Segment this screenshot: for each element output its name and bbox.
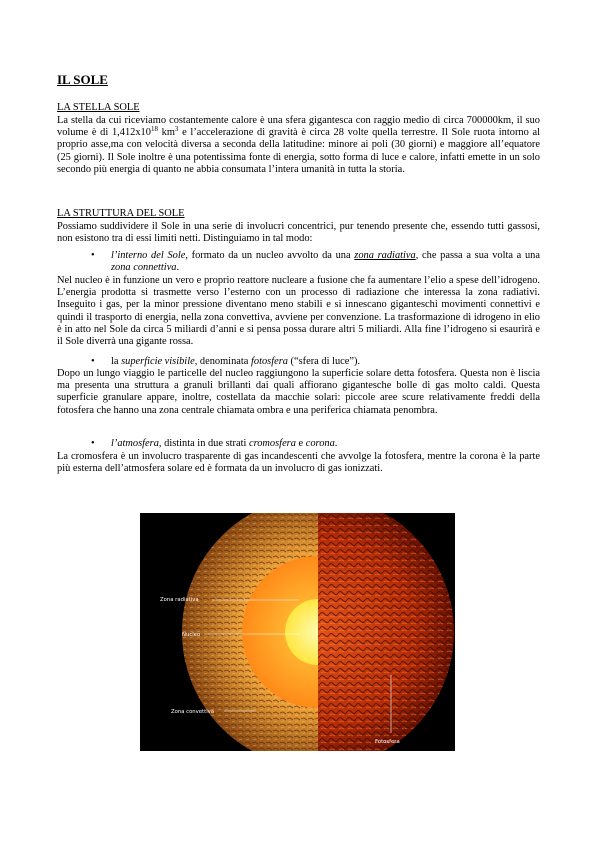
bullet-text: , che passa a sua volta a una	[415, 250, 540, 261]
bullet-icon: •	[91, 438, 95, 449]
section-heading-stella: LA STELLA SOLE	[57, 102, 140, 113]
bullet-text: , formato da un nucleo avvolto da una	[185, 250, 355, 261]
paragraph-nucleo: Nel nucleo è in funzione un vero e proprio reattore nucleare a fusione che fa aumentare l’elio a spese dell’idrogeno. L’energia prodotta si trasmette verso l’esterno con un processo di radiazione che interessa la zona radiativi. Inseguito i gas, per la minor pressione diventano meno stabili e si innescano giganteschi movimenti connettivi e quindi il trasporto di energia, nella zona convettiva, avviene per convenzione. La trasformazione di idrogeno in elio è in atto nel Sole da circa 5 miliardi d’anni e si pensa possa durare altri 5 miliardi. Alla fine l’idrogeno si esaurirà e il Sole diverrà una gigante rossa.	[57, 275, 540, 348]
label-zona-radiativa: Zona radiativa	[160, 597, 199, 603]
term-interno: l’interno del Sole	[111, 250, 186, 261]
term-zona-radiativa: zona radiativa	[354, 250, 416, 261]
label-nucleo: Nucleo	[182, 632, 201, 638]
section-heading-struttura: LA STRUTTURA DEL SOLE	[57, 208, 185, 219]
bullet-text: .	[334, 438, 338, 449]
paragraph-atmosfera: La cromosfera è un involucro trasparente di gas incandescenti che avvolge la fotosfera, mentre la corona è la parte più esterna dell’atmosfera solare ed è formata da un involucro di gas ionizzati.	[57, 451, 540, 475]
exponent-18: 18	[150, 125, 158, 134]
paragraph-stella-part1: La stella da cui riceviamo costantemente calore è una sfera gigantesca con raggio medio di circa 700000km, il suo volume è di 1,412x10	[57, 115, 540, 139]
bullet-icon: •	[91, 250, 95, 261]
term-zona-connettiva: zona connettiva	[111, 262, 177, 274]
paragraph-stella	[57, 115, 540, 176]
term-superficie-visibile: superficie visibile	[121, 356, 195, 367]
sun-structure-figure	[140, 513, 455, 751]
paragraph-stella-part2: km	[157, 127, 175, 139]
term-corona: corona	[305, 438, 335, 449]
term-atmosfera: l’atmosfera	[111, 438, 159, 449]
term-fotosfera: fotosfera	[250, 356, 288, 367]
document-title: IL SOLE	[57, 72, 108, 87]
bullet-text: , distinta in due strati	[158, 438, 249, 449]
exponent-3: 3	[174, 125, 179, 134]
term-cromosfera: cromosfera	[248, 438, 296, 449]
bullet-icon: •	[91, 356, 95, 367]
sun-cutaway-illustration	[140, 513, 455, 751]
bullet-text: la	[111, 356, 122, 367]
paragraph-struttura-intro: Possiamo suddividere il Sole in una serie di involucri concentrici, pur tenendo presente che, essendo tutti gassosi, non esistono tra di essi limiti netti. Distinguiamo in tal modo:	[57, 221, 540, 245]
bullet-text: , denominata	[194, 356, 251, 367]
paragraph-fotosfera: Dopo un lungo viaggio le particelle del nucleo raggiungono la superficie solare detta fotosfera. Questa non è liscia ma presenta una struttura a granuli brillanti dai quali affiorano gigantesche bolle di gas molto caldi. Questa superficie granulare appare, inoltre, costellata da macchie solari: piccole aree scure relativamente freddi della fotosfera che hanno una zona centrale chiamata ombra e una periferica chiamata penombra.	[57, 368, 540, 416]
bullet-text: (“sfera di luce”).	[287, 356, 361, 367]
bullet-text: e	[295, 438, 306, 449]
label-zona-convettiva: Zona convettiva	[171, 709, 215, 715]
label-fotosfera: Fotosfera	[375, 739, 400, 745]
bullet-text: .	[176, 262, 180, 274]
paragraph-stella-part3: e l’accelerazione di gravità è circa 28 volte quella terrestre. Il Sole ruota intorno al proprio asse,ma con velocità diversa a seconda della latitudine: minore ai poli (30 giorni) e maggiore all’equatore (25 giorni). Il Sole inoltre è una potentissima fonte di energia, sotto forma di luce e calore, infatti emette in un solo secondo più energia di quanto ne abbia consumata l’intera umanità in tutta la storia.	[57, 127, 540, 175]
